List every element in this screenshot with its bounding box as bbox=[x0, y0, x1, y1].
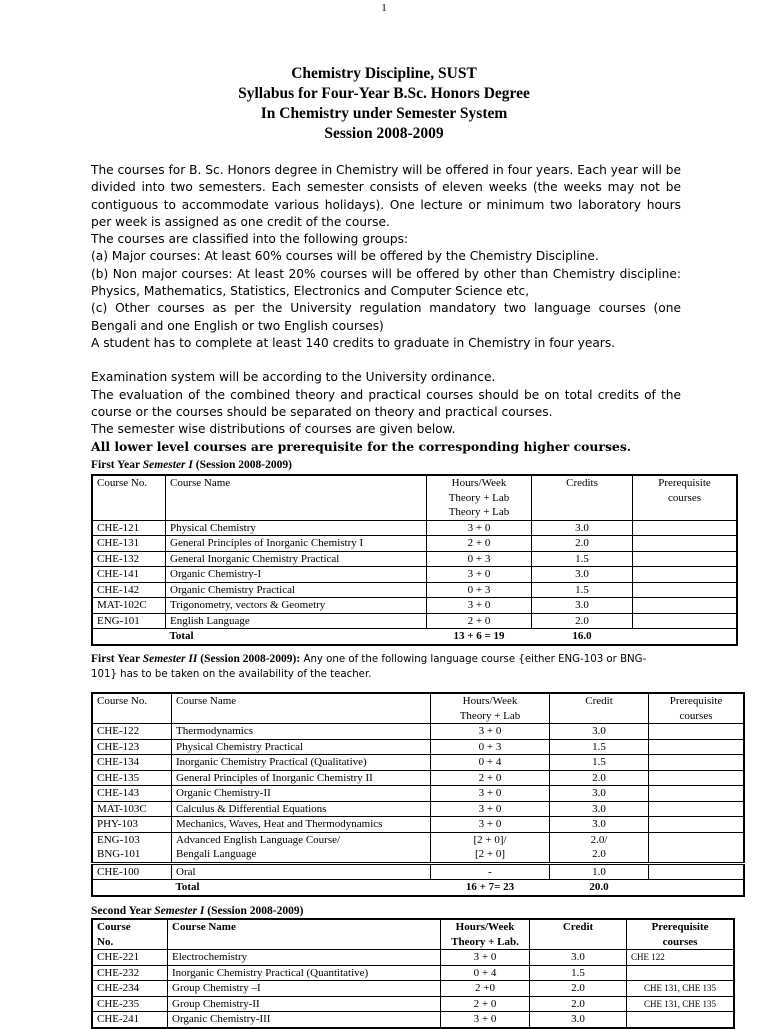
header-cell: Credit bbox=[530, 919, 627, 950]
sem3-title: Second Year Semester I (Session 2008-2009) bbox=[91, 905, 304, 917]
intro-paragraph: The evaluation of the combined theory and practical courses should be on total credits of the course or the courses should be separated on theory and practical courses. bbox=[91, 387, 681, 419]
intro-paragraph: (a) Major courses: At least 60% courses will be offered by the Chemistry Discipline. bbox=[91, 249, 599, 264]
header-cell: Hours/Week Theory + Lab Theory + Lab bbox=[427, 475, 532, 520]
header-cell: Credits bbox=[532, 475, 633, 520]
sem1-title: First Year Semester I (Session 2008-2009) bbox=[91, 459, 292, 471]
table-row: CHE-132 General Inorganic Chemistry Practical 0 + 3 1.5 bbox=[92, 551, 737, 567]
table-row: CHE-131 General Principles of Inorganic Chemistry I 2 + 0 2.0 bbox=[92, 536, 737, 552]
header-cell: Course No. bbox=[92, 693, 172, 724]
intro-paragraph: Examination system will be according to the University ordinance. bbox=[91, 370, 496, 385]
header-cell: Prerequisite courses bbox=[649, 693, 745, 724]
table-row: CHE-121 Physical Chemistry 3 + 0 3.0 bbox=[92, 520, 737, 536]
heading-line-4: Session 2008-2009 bbox=[324, 125, 444, 142]
table-row: CHE-234 Group Chemistry –I 2 +0 2.0 CHE 131, CHE 135 bbox=[92, 981, 734, 997]
table-row: CHE-122 Thermodynamics 3 + 0 3.0 bbox=[92, 724, 744, 740]
header-cell: Credit bbox=[550, 693, 649, 724]
table-header-row bbox=[92, 919, 734, 950]
sem3-course-table bbox=[91, 918, 735, 1029]
intro-paragraph: The semester wise distributions of courses are given below. bbox=[91, 422, 456, 437]
header-cell: Course Name bbox=[172, 693, 431, 724]
document-heading bbox=[0, 64, 768, 144]
table-row: CHE-143 Organic Chemistry-II 3 + 0 3.0 bbox=[92, 786, 744, 802]
table-row: CHE-123 Physical Chemistry Practical 0 + 3 1.5 bbox=[92, 739, 744, 755]
table-header-row bbox=[92, 475, 737, 520]
intro-paragraph: A student has to complete at least 140 credits to graduate in Chemistry in four years. bbox=[91, 335, 616, 350]
total-row: Total 16 + 7= 23 20.0 bbox=[175, 881, 609, 893]
page-number: 1 bbox=[381, 2, 387, 14]
table-row: CHE-221 Electrochemistry 3 + 0 3.0 CHE 122 bbox=[92, 950, 734, 966]
sem2-title: First Year Semester II (Session 2008-2009): Any one of the following language course {either ENG-103 or BNG- 101} has to be taken on the availability of the teacher. bbox=[91, 653, 647, 680]
intro-paragraph: The courses are classified into the following groups: bbox=[91, 232, 409, 247]
table-row: ENG-101 English Language 2 + 0 2.0 bbox=[92, 613, 737, 629]
heading-line-3: In Chemistry under Semester System bbox=[260, 105, 508, 122]
heading-line-2: Syllabus for Four-Year B.Sc. Honors Degree bbox=[238, 85, 530, 102]
table-row: CHE-141 Organic Chemistry-I 3 + 0 3.0 bbox=[92, 567, 737, 583]
table-row: MAT-103C Calculus & Differential Equations 3 + 0 3.0 bbox=[92, 801, 744, 817]
table-row: CHE-135 General Principles of Inorganic Chemistry II 2 + 0 2.0 bbox=[92, 770, 744, 786]
sem1-course-table bbox=[91, 474, 738, 646]
header-cell: Course No. bbox=[92, 919, 168, 950]
header-cell: Course No. bbox=[92, 475, 166, 520]
heading-line-1: Chemistry Discipline, SUST bbox=[291, 65, 477, 82]
prerequisite-rule: All lower level courses are prerequisite for the corresponding higher courses. bbox=[91, 439, 632, 455]
sem2-course-table bbox=[91, 692, 745, 897]
table-row: MAT-102C Trigonometry, vectors & Geometry 3 + 0 3.0 bbox=[92, 598, 737, 614]
header-cell: Hours/Week Theory + Lab bbox=[431, 693, 550, 724]
table-row: PHY-103 Mechanics, Waves, Heat and Thermodynamics 3 + 0 3.0 bbox=[92, 817, 744, 833]
intro-paragraph: (b) Non major courses: At least 20% courses will be offered by other than Chemistry discipline: Physics, Mathematics, Statistics, Electronics and Computer Science etc, bbox=[91, 266, 681, 299]
total-row: Total 13 + 6 = 19 16.0 bbox=[169, 630, 592, 642]
header-cell: Course Name bbox=[166, 475, 427, 520]
table-row: CHE-134 Inorganic Chemistry Practical (Qualitative) 0 + 4 1.5 bbox=[92, 755, 744, 771]
intro-paragraph: (c) Other courses as per the University regulation mandatory two language courses (one Bengali and one English or two English courses) bbox=[91, 301, 681, 333]
header-cell: Prerequisite courses bbox=[633, 475, 738, 520]
table-row: CHE-232 Inorganic Chemistry Practical (Quantitative) 0 + 4 1.5 bbox=[92, 965, 734, 981]
intro-text bbox=[91, 162, 681, 456]
table-row: CHE-142 Organic Chemistry Practical 0 + 3 1.5 bbox=[92, 582, 737, 598]
table-row: CHE-241 Organic Chemistry-III 3 + 0 3.0 bbox=[92, 1012, 734, 1028]
header-cell: Hours/Week Theory + Lab. bbox=[441, 919, 530, 950]
table-header-row bbox=[92, 693, 744, 724]
header-cell: Prerequisite courses bbox=[627, 919, 735, 950]
language-course-row: ENG-103 BNG-101 Advanced English Language Course/ Bengali Language [2 + 0]/ [2 + 0] 2.0/ 2.0 bbox=[92, 832, 744, 863]
intro-paragraph: The courses for B. Sc. Honors degree in Chemistry will be offered in four years. Each year will be divided into two semesters. Each semester consists of eleven weeks (the weeks may not be contiguous to accommodate various holidays). One lecture or minimum two laboratory hours per week is assigned as one credit of the course. bbox=[91, 163, 681, 229]
header-cell: Course Name bbox=[168, 919, 441, 950]
table-row: CHE-100 Oral - 1.0 bbox=[92, 863, 744, 880]
table-row: CHE-235 Group Chemistry-II 2 + 0 2.0 CHE 131, CHE 135 bbox=[92, 996, 734, 1012]
